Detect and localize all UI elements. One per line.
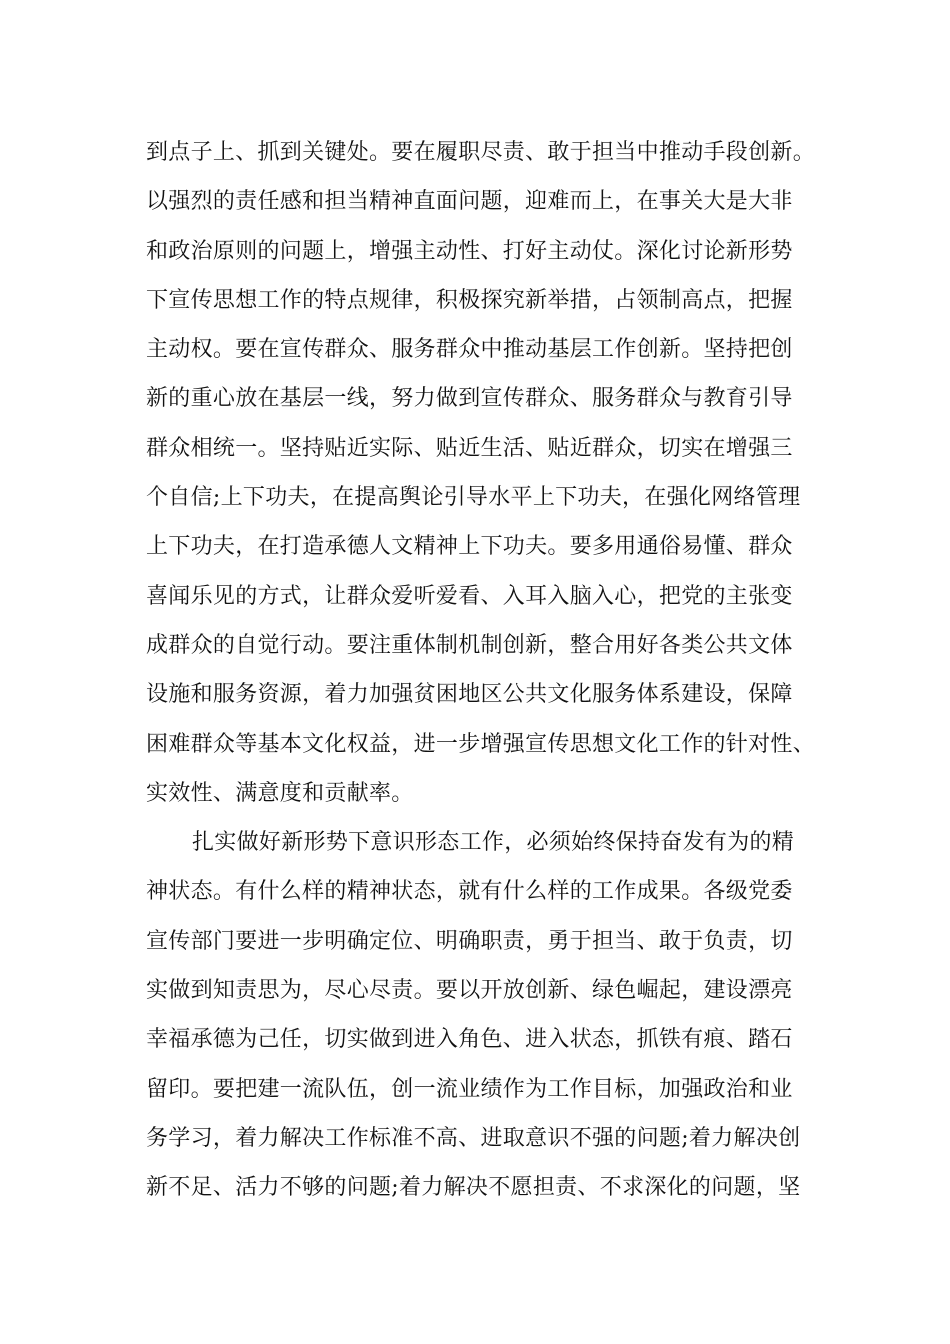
text-line: 个自信;上下功夫，在提高舆论引导水平上下功夫，在强化网络管理	[146, 485, 801, 511]
text-line: 成群众的自觉行动。要注重体制机制创新，整合用好各类公共文体	[146, 632, 793, 658]
text-line: 和政治原则的问题上，增强主动性、打好主动仗。深化讨论新形势	[146, 238, 793, 264]
text-line: 群众相统一。坚持贴近实际、贴近生活、贴近群众，切实在增强三	[146, 435, 793, 461]
text-line: 困难群众等基本文化权益，进一步增强宣传思想文化工作的针对性、	[146, 731, 816, 757]
text-line: 幸福承德为己任，切实做到进入角色、进入状态，抓铁有痕、踏石	[146, 1027, 793, 1053]
body-text	[146, 128, 866, 1213]
text-line: 务学习，着力解决工作标准不高、进取意识不强的问题;着力解决创	[146, 1125, 801, 1151]
text-line: 新不足、活力不够的问题;着力解决不愿担责、不求深化的问题，坚	[146, 1175, 801, 1201]
text-line: 下宣传思想工作的特点规律，积极探究新举措，占领制高点，把握	[146, 287, 793, 313]
text-line: 实效性、满意度和贡献率。	[146, 780, 414, 806]
text-line: 神状态。有什么样的精神状态，就有什么样的工作成果。各级党委	[146, 879, 793, 905]
text-line: 宣传部门要进一步明确定位、明确职责，勇于担当、敢于负责，切	[146, 928, 793, 954]
text-line: 主动权。要在宣传群众、服务群众中推动基层工作创新。坚持把创	[146, 337, 793, 363]
text-line: 以强烈的责任感和担当精神直面问题，迎难而上，在事关大是大非	[146, 189, 793, 215]
paragraph-first-line: 扎实做好新形势下意识形态工作，必须始终保持奋发有为的精	[192, 830, 795, 856]
text-line: 设施和服务资源，着力加强贫困地区公共文化服务体系建设，保障	[146, 682, 793, 708]
text-line: 留印。要把建一流队伍，创一流业绩作为工作目标，加强政治和业	[146, 1076, 793, 1102]
text-line: 新的重心放在基层一线，努力做到宣传群众、服务群众与教育引导	[146, 386, 793, 412]
text-line: 上下功夫，在打造承德人文精神上下功夫。要多用通俗易懂、群众	[146, 534, 793, 560]
text-line: 到点子上、抓到关键处。要在履职尽责、敢于担当中推动手段创新。	[146, 140, 816, 165]
text-line: 喜闻乐见的方式，让群众爱听爱看、入耳入脑入心，把党的主张变	[146, 583, 793, 609]
text-line: 实做到知责思为，尽心尽责。要以开放创新、绿色崛起，建设漂亮	[146, 978, 793, 1004]
